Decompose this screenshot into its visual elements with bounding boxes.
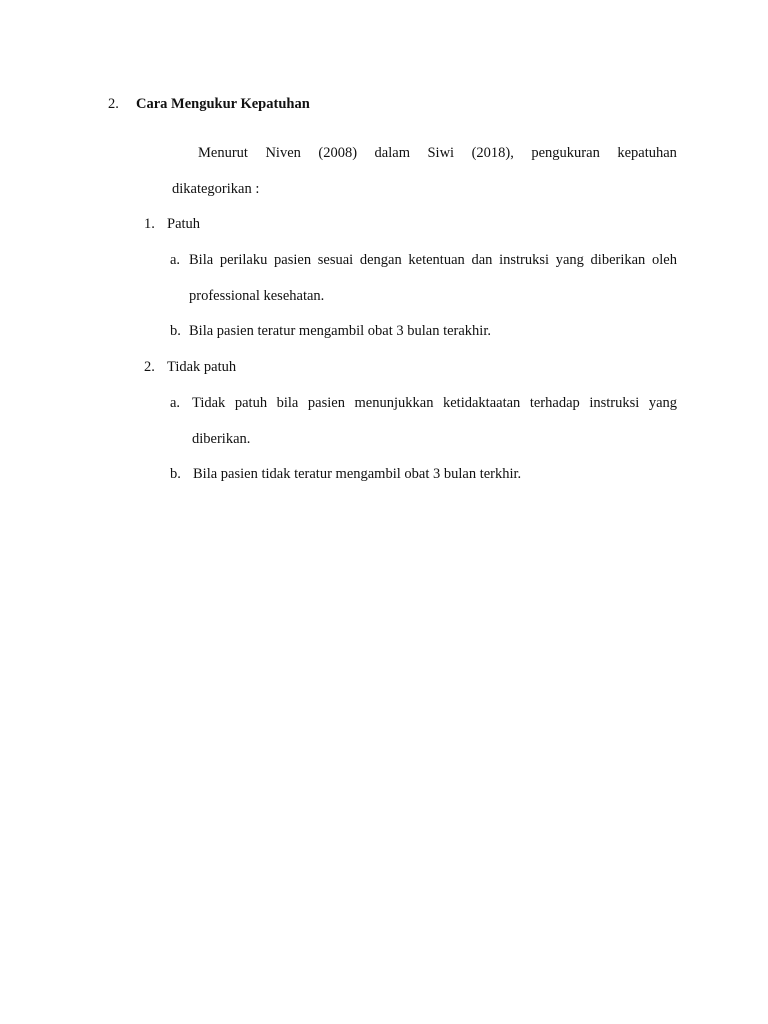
word: ketidaktaatan: [443, 395, 521, 411]
word: yang: [555, 252, 584, 268]
word: dan: [471, 252, 493, 268]
word: sesuai: [317, 252, 354, 268]
word: Menurut: [198, 145, 248, 161]
word: menunjukkan: [354, 395, 434, 411]
word: Niven: [265, 145, 301, 161]
word: yang: [648, 395, 677, 411]
word: bila: [276, 395, 299, 411]
word: patuh: [234, 395, 268, 411]
word: kepatuhan: [617, 145, 677, 161]
word: perilaku: [219, 252, 268, 268]
word: Siwi: [427, 145, 455, 161]
word: oleh: [651, 252, 677, 268]
subitem-text-line-2: diberikan.: [192, 431, 251, 447]
subitem-marker: b.: [170, 323, 181, 339]
list-item-number: 2.: [144, 359, 155, 375]
section-title: Cara Mengukur Kepatuhan: [136, 96, 310, 112]
word: diberikan: [590, 252, 646, 268]
word: dengan: [359, 252, 402, 268]
word: (2018),: [471, 145, 514, 161]
list-item-label: Tidak patuh: [167, 359, 237, 375]
subitem-marker: a.: [170, 395, 181, 411]
subitem-text-line-2: professional kesehatan.: [189, 288, 325, 304]
subitem-text-line-1: [192, 394, 677, 412]
subitem-marker: b.: [170, 466, 181, 482]
intro-paragraph-line-1: [198, 144, 677, 162]
word: pasien: [274, 252, 312, 268]
word: ketentuan: [408, 252, 465, 268]
word: Tidak: [192, 395, 226, 411]
word: terhadap: [529, 395, 580, 411]
subitem-text-line-1: [189, 251, 677, 269]
word: Bila: [189, 252, 214, 268]
intro-paragraph-line-2: dikategorikan :: [172, 181, 260, 197]
word: dalam: [374, 145, 410, 161]
word: instruksi: [589, 395, 640, 411]
word: (2008): [318, 145, 358, 161]
list-item-label: Patuh: [167, 216, 201, 232]
subitem-text: Bila pasien tidak teratur mengambil obat 3 bulan terkhir.: [193, 466, 522, 482]
word: pasien: [307, 395, 345, 411]
list-item-number: 1.: [144, 216, 155, 232]
subitem-text: Bila pasien teratur mengambil obat 3 bulan terakhir.: [189, 323, 491, 339]
word: instruksi: [499, 252, 550, 268]
section-number: 2.: [108, 96, 119, 112]
word: pengukuran: [531, 145, 600, 161]
subitem-marker: a.: [170, 252, 181, 268]
